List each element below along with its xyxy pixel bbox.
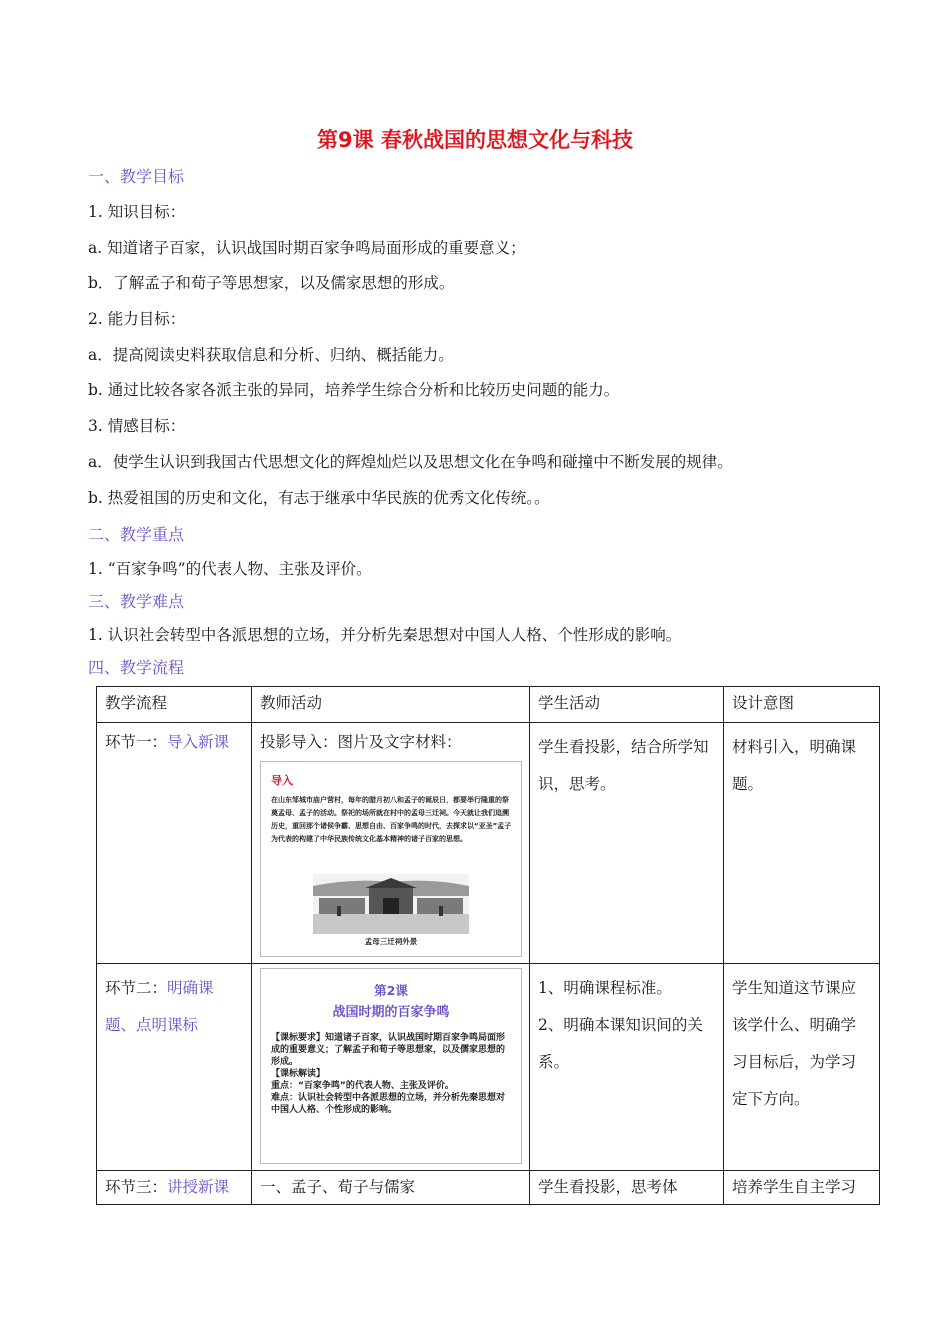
- difficulty-item: 1. 认识社会转型中各派思想的立场，并分析先秦思想对中国人人格、个性形成的影响。: [88, 626, 682, 644]
- goal-emotion-a: a．使学生认识到我国古代思想文化的辉煌灿烂以及思想文化在争鸣和碰撞中不断发展的规律。: [88, 453, 733, 471]
- intro-slide: [260, 761, 522, 957]
- teacher-activity: 投影导入：图片及文字材料：: [260, 733, 462, 751]
- section-heading-difficulty: 三、教学难点: [88, 592, 185, 611]
- temple-photo: [313, 874, 469, 934]
- slide-difficulty: 难点：认识社会转型中各派思想的立场，并分析先秦思想对中国人人格、个性形成的影响。: [271, 1093, 506, 1115]
- slide-focus: 重点：“百家争鸣”的代表人物、主张及评价。: [271, 1081, 454, 1091]
- table-row: [97, 964, 880, 1171]
- stage-cell: [97, 964, 252, 1171]
- stage-prefix: 环节二：: [105, 979, 168, 997]
- section-heading-key: 二、教学重点: [88, 525, 185, 544]
- goal-emotion-b: b. 热爱祖国的历史和文化，有志于继承中华民族的优秀文化传统。。: [88, 489, 550, 507]
- photo-caption: 孟母三迁祠外景: [364, 937, 418, 946]
- key-item: 1. “百家争鸣”的代表人物、主张及评价。: [88, 560, 372, 578]
- teacher-cell: [252, 964, 530, 1171]
- slide-lesson-title: 战国时期的百家争鸣: [332, 1005, 450, 1020]
- goal-knowledge: 1. 知识目标：: [88, 203, 186, 221]
- stage-cell: [97, 1171, 252, 1205]
- header-cell: 学生活动: [530, 687, 724, 723]
- stage-link-teaching[interactable]: 讲授新课: [167, 1178, 230, 1196]
- table-row: [97, 723, 880, 964]
- header-cell: 教师活动: [252, 687, 530, 723]
- slide-interpretation: 【课标解读】: [271, 1069, 326, 1079]
- section-heading-flow: 四、教学流程: [88, 658, 185, 677]
- goal-ability: 2. 能力目标：: [88, 310, 186, 328]
- slide-body: 在山东邹城市庙户营村，每年的腊月初八和孟子的诞辰日，都要举行隆重的祭奠孟母、孟子的活动。祭祀的场所就在村中的孟母三迁祠。今天就让我们追溯历史，重回那个诸侯争霸、思想自由、百家争鸣的时代，去探求以“亚圣”孟子为代表的构建了中华民族传统文化基本精神的诸子百家的思想。: [271, 796, 512, 843]
- teaching-flow-table: [96, 686, 880, 1205]
- student-activity-2: 2、明确本课知识间的关系。: [538, 1016, 703, 1071]
- goal-knowledge-a: a. 知道诸子百家，认识战国时期百家争鸣局面形成的重要意义；: [88, 239, 526, 257]
- goal-ability-a: a．提高阅读史料获取信息和分析、归纳、概括能力。: [88, 346, 454, 364]
- student-cell: [530, 964, 724, 1171]
- section-heading-goals: 一、教学目标: [88, 167, 185, 186]
- student-cell: 学生看投影，思考体: [530, 1171, 724, 1205]
- intent-cell: 培养学生自主学习: [724, 1171, 880, 1205]
- stage-link-objectives[interactable]: 明确课题、点明课标: [105, 979, 214, 1034]
- goal-ability-b: b. 通过比较各家各派主张的异同，培养学生综合分析和比较历史问题的能力。: [88, 381, 620, 399]
- slide-lesson-number: 第2课: [374, 983, 408, 998]
- slide-requirement: 【课标要求】知道诸子百家，认识战国时期百家争鸣局面形成的重要意义；了解孟子和荀子等思想家，以及儒家思想的形成。: [271, 1033, 506, 1067]
- teacher-cell: [252, 723, 530, 964]
- intent-cell: 材料引入，明确课题。: [724, 723, 880, 964]
- intent-cell: 学生知道这节课应该学什么、明确学习目标后，为学习定下方向。: [724, 964, 880, 1171]
- goal-emotion: 3. 情感目标：: [88, 417, 186, 435]
- stage-prefix: 环节三：: [105, 1178, 168, 1196]
- header-cell: 设计意图: [724, 687, 880, 723]
- slide-heading: 导入: [271, 774, 293, 787]
- table-header-row: [97, 687, 880, 723]
- stage-cell: [97, 723, 252, 964]
- student-cell: 学生看投影，结合所学知识，思考。: [530, 723, 724, 964]
- stage-link-intro[interactable]: 导入新课: [167, 733, 230, 751]
- teacher-cell: 一、孟子、荀子与儒家: [252, 1171, 530, 1205]
- standards-slide: [260, 968, 522, 1164]
- student-activity-1: 1、明确课程标准。: [538, 979, 672, 997]
- header-cell: 教学流程: [97, 687, 252, 723]
- table-row: [97, 1171, 880, 1205]
- page-title: 第9课 春秋战国的思想文化与科技: [317, 128, 633, 152]
- stage-prefix: 环节一：: [105, 733, 168, 751]
- goal-knowledge-b: b．了解孟子和荀子等思想家，以及儒家思想的形成。: [88, 274, 455, 292]
